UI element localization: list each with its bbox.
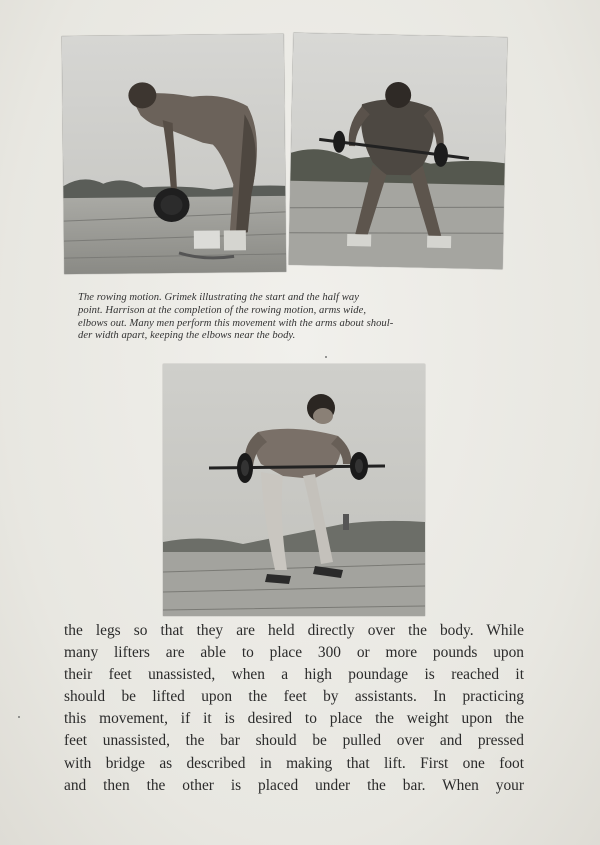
body-line: should be lifted upon the feet by assistants. In practicing	[64, 688, 524, 706]
rowing-halfway-photo-icon	[289, 33, 508, 269]
caption-line: The rowing motion. Grimek illustrating the start and the half way	[78, 292, 359, 303]
body-paragraph	[64, 620, 524, 797]
photo-grimek-halfway	[289, 33, 508, 269]
rowing-completion-photo-icon	[163, 364, 425, 616]
caption-line: elbows out. Many men perform this movement with the arms about shoul-	[78, 317, 394, 329]
rowing-start-photo-icon	[62, 34, 286, 274]
body-line: feet unassisted, the bar should be pulled over and pressed	[64, 732, 524, 750]
print-speck	[18, 716, 20, 718]
body-line: many lifters are able to place 300 or more pounds upon	[64, 644, 524, 662]
photo-caption	[78, 292, 520, 343]
photo-grimek-start	[62, 34, 286, 274]
body-line: their feet unassisted, when a high poundage is reached it	[64, 666, 524, 684]
body-line: and then the other is placed under the bar. When your	[64, 776, 524, 794]
caption-line: der width apart, keeping the elbows near the body.	[78, 330, 296, 342]
body-line: this movement, if it is desired to place the weight upon the	[64, 710, 524, 728]
caption-line: point. Harrison at the completion of the rowing motion, arms wide,	[78, 304, 367, 316]
photo-harrison-completion	[163, 364, 425, 616]
body-line: the legs so that they are held directly over the body. While	[64, 622, 524, 639]
body-line: with bridge as described in making that lift. First one foot	[64, 754, 524, 772]
print-speck	[325, 356, 327, 358]
